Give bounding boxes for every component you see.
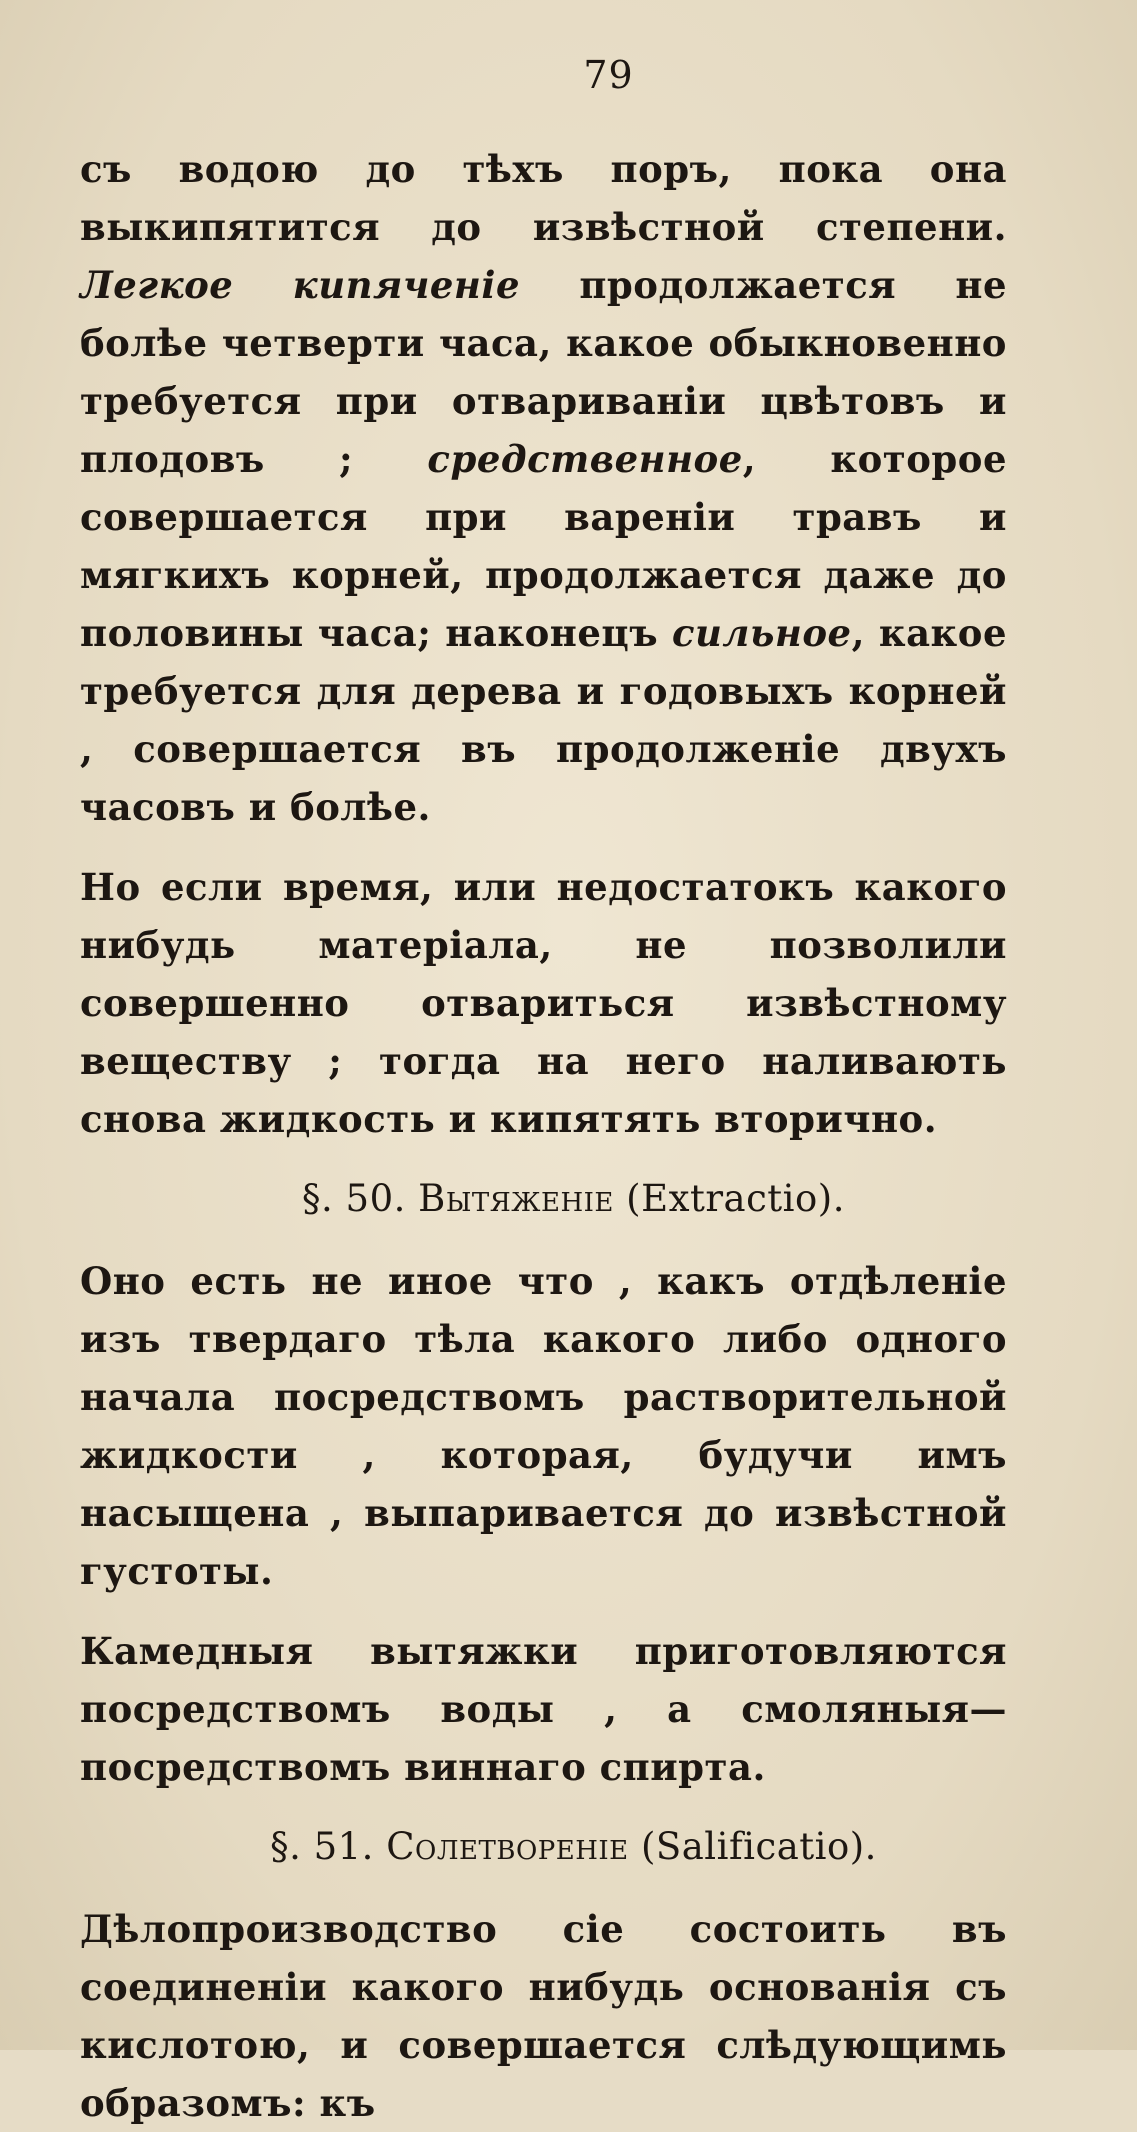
text-run: , какое требуется для дерева и годовыхъ корней , совершается въ продолженіе двухъ часовъ и болѣе. — [80, 611, 1007, 829]
italic-term: сильное — [671, 611, 852, 655]
text-run: съ водою до тѣхъ поръ, пока она выкипятится до извѣстной степени. — [80, 147, 1007, 249]
text-run: Но если время, или недостатокъ какого нибудь матеріала, не позволили совершенно отвариться извѣстному веществу ; тогда на него наливають снова жидкость и кипятять вторично. — [80, 865, 1007, 1141]
paragraph — [80, 140, 1007, 836]
section-heading — [140, 1170, 1007, 1228]
text-run: Камедныя вытяжки приготовляются посредствомъ воды , а смоляныя—посредствомъ виннаго спирта. — [80, 1629, 1007, 1789]
page-content — [80, 140, 1007, 2132]
section-latin-title: (Salificatio). — [640, 1825, 877, 1868]
section-latin-title: (Extractio). — [626, 1177, 845, 1220]
paragraph — [80, 858, 1007, 1148]
italic-term: Легкое кипяченіе — [80, 263, 521, 307]
text-run: , которое совершается при вареніи травъ и мягкихъ корней, продолжается даже до половины часа; наконецъ — [80, 437, 1007, 655]
section-title: Солетвореніе — [386, 1825, 629, 1868]
text-run: продолжается не болѣе четверти часа, какое обыкновенно требуется при отвариваніи цвѣтовъ и плодовъ ; — [80, 263, 1008, 481]
text-run: Дѣлопроизводство сіе состоить въ соединеніи какого нибудь основанія съ кислотою, и совершается слѣдующимь образомъ: къ — [80, 1907, 1007, 2125]
paragraph — [80, 1252, 1007, 1600]
page-number: 79 — [583, 53, 634, 97]
text-run: Оно есть не иное что , какъ отдѣленіе изъ твердаго тѣла какого либо одного начала посредствомъ растворительной жидкости , которая, будучи имъ насыщена , выпаривается до извѣстной густоты. — [80, 1259, 1007, 1593]
section-number: §. 51. — [270, 1825, 374, 1868]
section-title: Вытяженіе — [418, 1177, 614, 1220]
paragraph — [80, 1622, 1007, 1796]
paragraph — [80, 1900, 1007, 2132]
section-number: §. 50. — [302, 1177, 406, 1220]
italic-term: средственное — [427, 437, 743, 481]
section-heading — [140, 1818, 1007, 1876]
